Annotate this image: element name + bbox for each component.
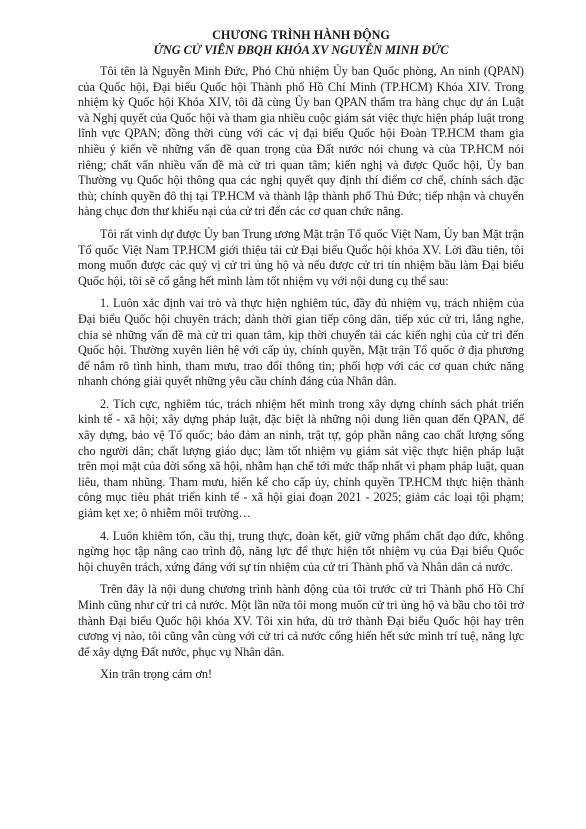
- document-title: CHƯƠNG TRÌNH HÀNH ĐỘNG: [212, 28, 390, 42]
- document-subtitle: ỨNG CỬ VIÊN ĐBQH KHÓA XV NGUYỄN MINH ĐỨC: [153, 43, 449, 57]
- paragraph-commitment-2: 2. Tích cực, nghiêm túc, trách nhiệm hết mình trong xây dựng chính sách phát triển kinh tế - xã hội; xây dựng pháp luật, đặc biệt là những nội dung liên quan đến QPAN, để xây dựng, bảo vệ Tổ quốc; bảo đảm an ninh, trật tự, góp phần nâng cao chất lượng sống cho người dân; chất lượng giáo dục; làm tốt nhiệm vụ giám sát việc thực hiện pháp luật trên mọi mặt của đời sống xã hội, nhằm hạn chế tới mức thấp nhất vi phạm pháp luật, quan liêu, tham nhũng. Tham mưu, hiến kế cho cấp ủy, chính quyền TP.HCM thực hiện thành công mục tiêu phát triển kinh tế - xã hội giai đoạn 2021 - 2025; giảm các loại tội phạm; giảm kẹt xe; ô nhiễm môi trường…: [78, 396, 524, 521]
- paragraph-commitment-4: 4. Luôn khiêm tốn, cầu thị, trung thực, đoàn kết, giữ vững phẩm chất đạo đức, không ngừng học tập nâng cao trình độ, năng lực để thực hiện tốt nhiệm vụ của Đại biểu Quốc hội chuyên trách, xứng đáng với sự tín nhiệm của cử tri Thành phố và Nhân dân cả nước.: [78, 528, 524, 574]
- paragraph-conclusion: Trên đây là nội dung chương trình hành động của tôi trước cử tri Thành phố Hồ Chí Minh cũng như cử tri cả nước. Một lần nữa tôi mong muốn cử tri ủng hộ và bầu cho tôi trở thành Đại biểu Quốc hội khóa XV. Tôi xin hứa, dù trở thành Đại biểu Quốc hội hay trên cương vị nào, tôi cũng vẫn cùng với cử tri cả nước cống hiến hết sức mình trí tuệ, năng lực để xây dựng Đất nước, phục vụ Nhân dân.: [78, 582, 524, 659]
- paragraph-introduction: Tôi tên là Nguyễn Minh Đức, Phó Chủ nhiệm Ủy ban Quốc phòng, An ninh (QPAN) của Quốc hội, Đại biểu Quốc hội Thành phố Hồ Chí Minh (TP.HCM) Khóa XIV. Trong nhiệm kỳ Quốc hội Khóa XIV, tôi đã cùng Ủy ban QPAN thẩm tra hàng chục dự án Luật và Nghị quyết của Quốc hội và tham gia nhiều cuộc giám sát việc thực hiện pháp luật trong lĩnh vực QPAN; đồng thời cùng với các vị đại biểu Quốc hội Đoàn TP.HCM tham gia nhiều ý kiến về những vấn đề quan trọng của Đất nước nói chung và của TP.HCM nói riêng; chất vấn nhiều vấn đề mà cử tri quan tâm; kiến nghị và được Quốc hội, Ủy ban Thường vụ Quốc hội thông qua các nghị quyết quy định thí điểm cơ chế, chính sách đặc thù; chính quyền đô thị tại TP.HCM và thành lập thành phố Thủ Đức; tiếp nhận và chuyển hàng chục đơn thư khiếu nại của cử tri đến các cơ quan chức năng.: [78, 64, 524, 219]
- paragraph-commitment-1: 1. Luôn xác định vai trò và thực hiện nghiêm túc, đầy đủ nhiệm vụ, trách nhiệm của Đại biểu Quốc hội chuyên trách; dành thời gian tiếp công dân, tiếp xúc cử tri, lắng nghe, chia sẻ những vấn đề mà cử tri quan tâm, kịp thời chuyển tải các kiến nghị của cử tri đến Quốc hội. Thường xuyên liên hệ với cấp ủy, chính quyền, Mặt trận Tổ quốc ở địa phương để nắm rõ tình hình, tham mưu, trao đổi thông tin; phối hợp với các cơ quan chức năng nhanh chóng giải quyết những yêu cầu chính đáng của Nhân dân.: [78, 296, 524, 389]
- closing-thanks: Xin trân trọng cám ơn!: [100, 667, 213, 682]
- paragraph-nomination: Tôi rất vinh dự được Ủy ban Trung ương Mặt trận Tổ quốc Việt Nam, Ủy ban Mặt trận Tổ quốc Việt Nam TP.HCM giới thiệu tái cử Đại biểu Quốc hội khóa XV. Lời đầu tiên, tôi mong muốn được các quý vị cử tri ủng hộ và nếu được cử tri tín nhiệm bầu làm Đại biểu Quốc hội, tôi sẽ cố gắng hết mình làm tốt nhiệm vụ với nội dung cụ thể sau:: [78, 226, 524, 288]
